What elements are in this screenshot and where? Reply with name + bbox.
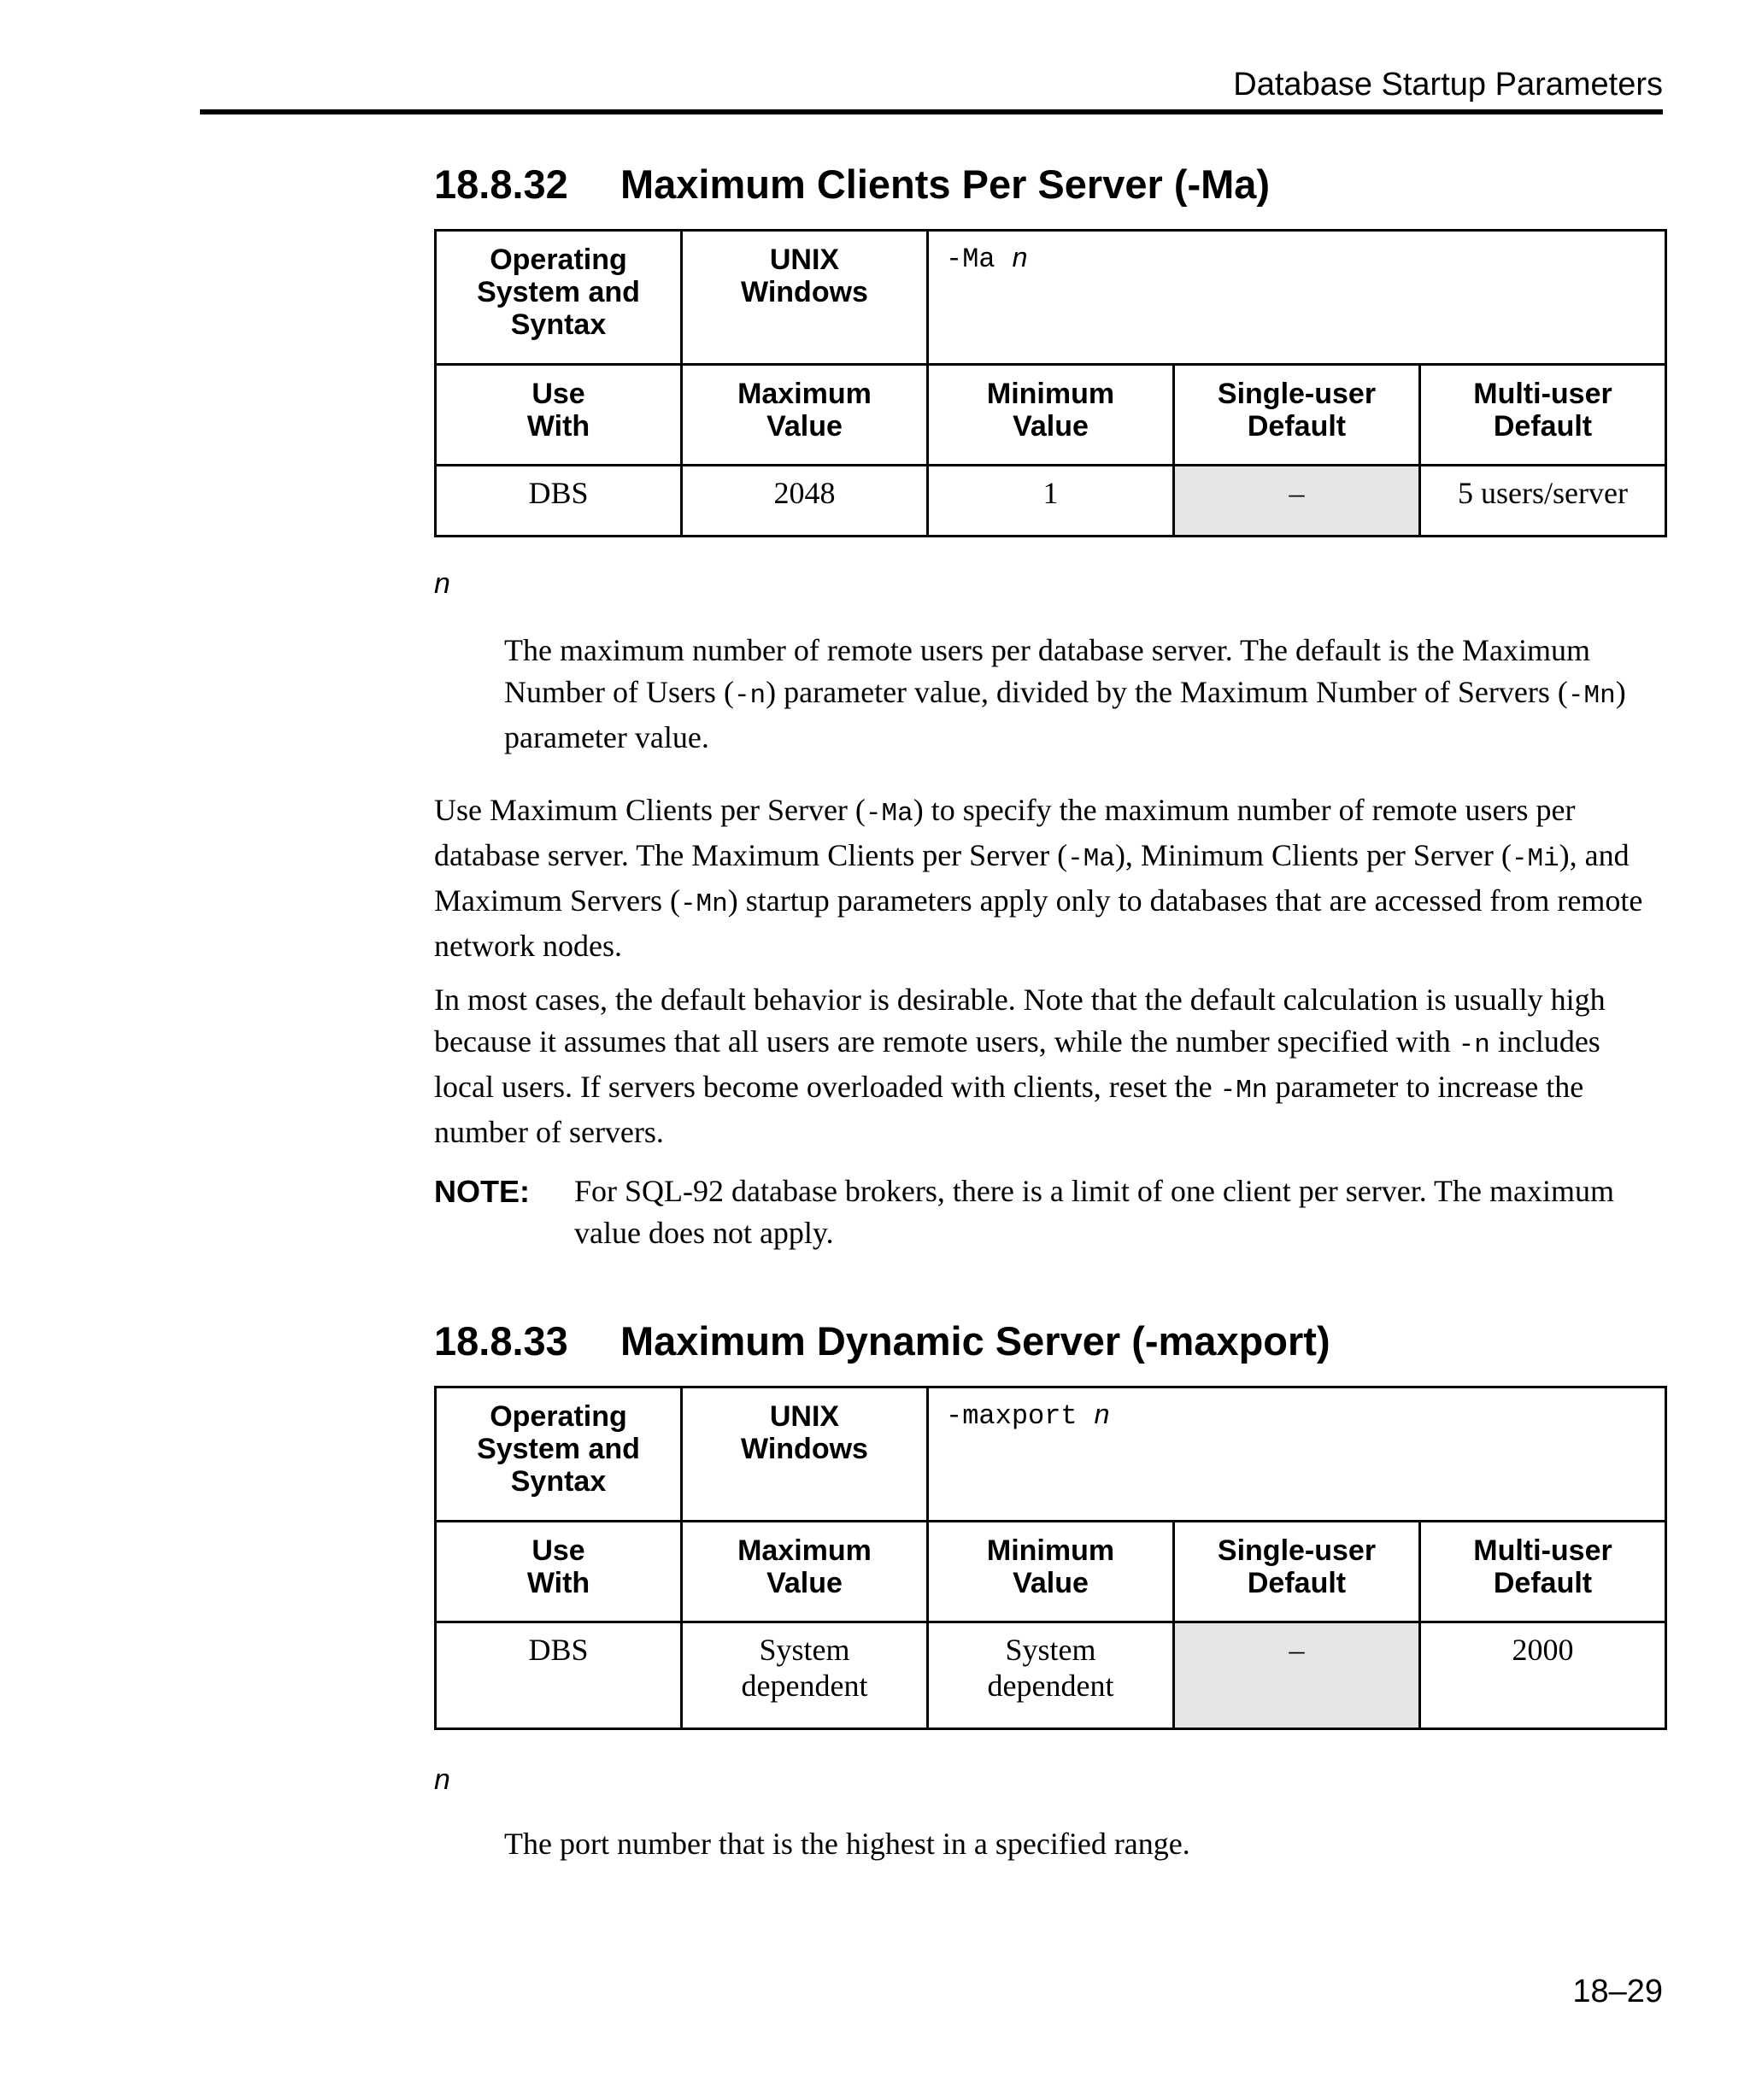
syntax-cell: -maxport n [928, 1387, 1666, 1522]
section-heading: Maximum Clients Per Server (-Ma) [620, 161, 1271, 207]
section-number: 18.8.33 [434, 1318, 568, 1364]
col-header-single-user: Single-user Default [1174, 1522, 1420, 1622]
running-head: Database Startup Parameters [1233, 67, 1663, 103]
col-header-max-value: Maximum Value [682, 365, 928, 466]
cell-max-value: System dependent [682, 1622, 928, 1729]
col-header-min-value: Minimum Value [928, 365, 1174, 466]
page-number: 18–29 [1572, 1974, 1663, 2009]
cell-max-value: 2048 [682, 466, 928, 537]
header-rule [200, 109, 1663, 114]
syntax-cell: -Ma n [928, 231, 1666, 365]
note-text: For SQL-92 database brokers, there is a limit of one client per server. The maximum value does not apply. [574, 1174, 1615, 1250]
cell-single-user-default: – [1174, 466, 1420, 537]
cell-multi-user-default: 5 users/server [1420, 466, 1666, 537]
cell-use-with: DBS [436, 466, 682, 537]
param-name-n: n [434, 567, 450, 600]
section-title-ma [434, 161, 1270, 208]
os-values-cell: UNIX Windows [682, 1387, 928, 1522]
os-header-cell: Operating System and Syntax [436, 231, 682, 365]
col-header-single-user: Single-user Default [1174, 365, 1420, 466]
param-table-maxport [434, 1386, 1667, 1730]
col-header-use-with: Use With [436, 1522, 682, 1622]
col-header-min-value: Minimum Value [928, 1522, 1174, 1622]
param-name-n: n [434, 1763, 450, 1796]
col-header-max-value: Maximum Value [682, 1522, 928, 1622]
col-header-multi-user: Multi-user Default [1420, 365, 1666, 466]
param-table-ma [434, 229, 1667, 537]
cell-min-value: 1 [928, 466, 1174, 537]
cell-single-user-default: – [1174, 1622, 1420, 1729]
section-title-maxport [434, 1317, 1330, 1364]
section-number: 18.8.32 [434, 161, 568, 207]
body-paragraph-1: Use Maximum Clients per Server (-Ma) to specify the maximum number of remote users per database server. The Maximum Clients per Server (-Ma), Minimum Clients per Server (-Mi), and Maximum Servers (-Mn) startup parameters apply only to databases that are accessed from remote network nodes. [434, 793, 1643, 963]
section-heading: Maximum Dynamic Server (-maxport) [620, 1318, 1330, 1364]
cell-min-value: System dependent [928, 1622, 1174, 1729]
cell-multi-user-default: 2000 [1420, 1622, 1666, 1729]
note-label: NOTE: [434, 1174, 530, 1209]
body-paragraph-2: In most cases, the default behavior is desirable. Note that the default calculation is usually high because it assumes that all users are remote users, while the number specified with -n includes local users. If servers become overloaded with clients, reset the -Mn parameter to increase the number of servers. [434, 983, 1606, 1149]
param-description: The maximum number of remote users per database server. The default is the Maximum Number of Users (-n) parameter value, divided by the Maximum Number of Servers (-Mn) parameter value. [504, 633, 1626, 754]
os-header-cell: Operating System and Syntax [436, 1387, 682, 1522]
param-description: The port number that is the highest in a specified range. [504, 1827, 1190, 1861]
col-header-use-with: Use With [436, 365, 682, 466]
cell-use-with: DBS [436, 1622, 682, 1729]
col-header-multi-user: Multi-user Default [1420, 1522, 1666, 1622]
os-values-cell: UNIX Windows [682, 231, 928, 365]
